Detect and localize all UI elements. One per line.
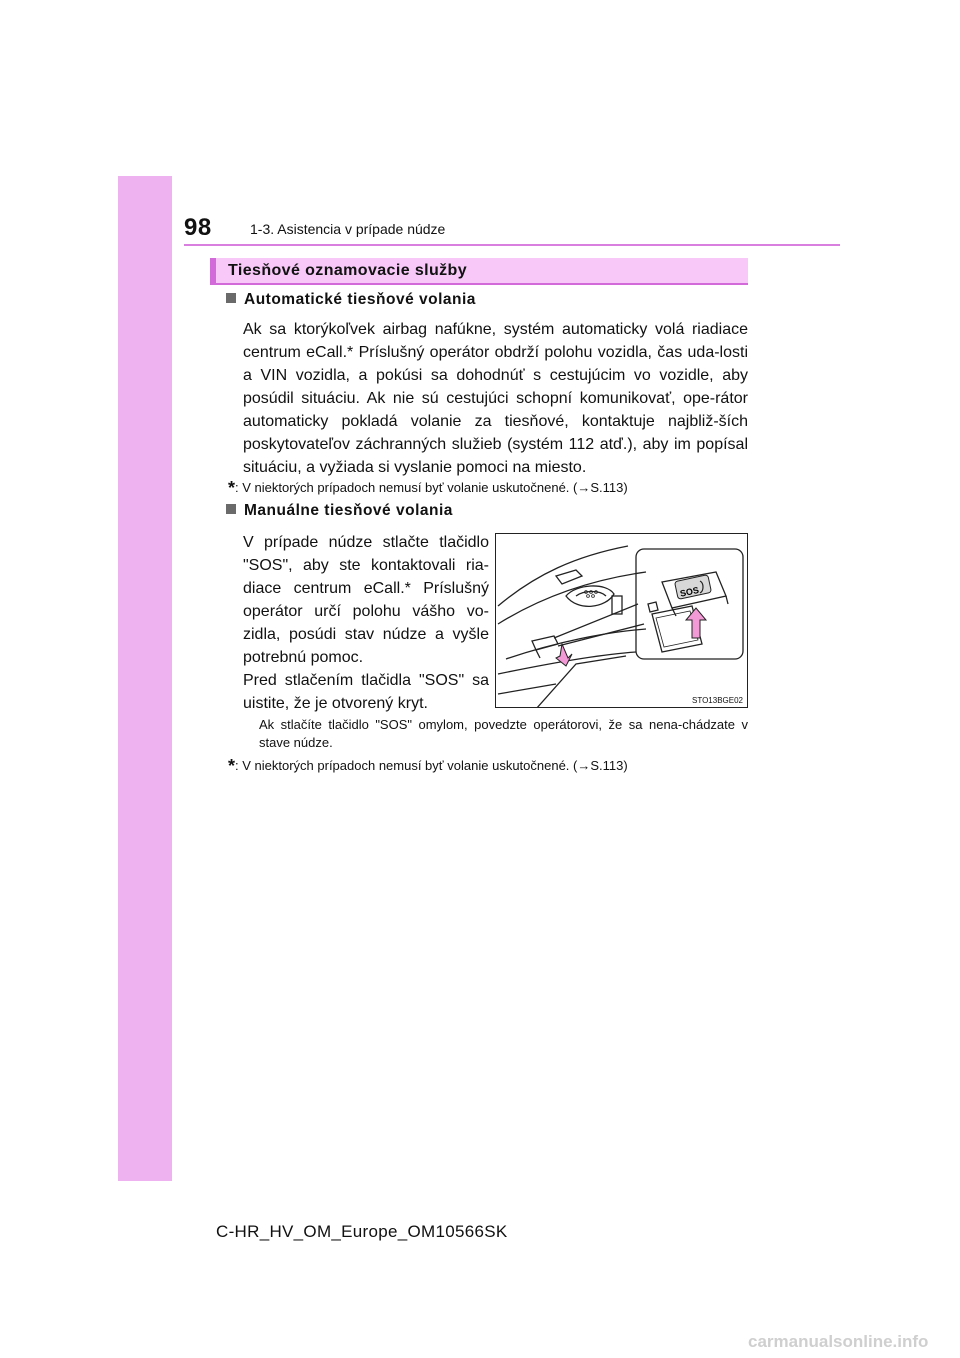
sos-button-illustration [495, 533, 748, 708]
figure-code: STO13BGE02 [692, 696, 743, 705]
sos-button-label: SOS [679, 584, 700, 599]
auto-call-body: Ak sa ktorýkoľvek airbag nafúkne, systém automaticky volá riadiace centrum eCall.* Príslušný operátor obdrží polohu vozidla, čas uda-losti a VIN vozidla, a pokúsi sa dohodnúť s cestujúcim vo vozidle, aby posúdil situáciu. Ak nie sú cestujúci schopní komunikovať, ope-rátor automaticky pokladá volanie za tiesňové, kontaktuje najbliž-ších poskytovateľov záchranných služieb (systém 112 atď.), aby im popísal situáciu, a vyžiada si vyslanie pomoci na miesto. [243, 321, 748, 476]
manual-line: zidla, posúdi stav núdze a vyšle [243, 626, 489, 643]
manual-call-footnote [228, 754, 628, 775]
manual-line: uistite, že je otvorený kryt. [243, 695, 428, 712]
auto-call-heading-text: Automatické tiesňové volania [244, 291, 476, 308]
footnote-asterisk: * [228, 478, 236, 498]
section-title: Tiesňové oznamovacie služby [228, 262, 468, 279]
chapter-title: 1-3. Asistencia v prípade núdze [250, 221, 446, 237]
square-bullet-icon [226, 504, 236, 514]
manual-line: "SOS", aby ste kontaktovali ria- [243, 557, 489, 574]
auto-call-footnote-text: : V niektorých prípadoch nemusí byť volanie uskutočnené. (→S.113) [235, 480, 628, 495]
overhead-console-drawing [496, 534, 748, 708]
manual-call-heading [226, 502, 453, 520]
watermark: carmanualsonline.info [748, 1332, 929, 1351]
manual-line: operátor určí polohu vášho vo- [243, 603, 489, 620]
square-bullet-icon [226, 293, 236, 303]
section-header [210, 258, 748, 285]
footnote-asterisk: * [228, 756, 236, 776]
manual-call-footnote-text: : V niektorých prípadoch nemusí byť volanie uskutočnené. (→S.113) [235, 758, 628, 773]
page-number: 98 [184, 214, 212, 241]
manual-line: V prípade núdze stlačte tlačidlo [243, 534, 489, 551]
manual-line: Pred stlačením tlačidla "SOS" sa [243, 672, 489, 689]
header-divider [184, 244, 840, 246]
manual-line: potrebnú pomoc. [243, 649, 364, 666]
manual-call-note: Ak stlačíte tlačidlo "SOS" omylom, povedzte operátorovi, že sa nena-chádzate v stave núdze. [259, 717, 748, 750]
chapter-side-tab [118, 176, 172, 1181]
auto-call-footnote [228, 476, 628, 497]
auto-call-heading [226, 291, 476, 309]
manual-call-body [243, 531, 489, 715]
manual-line: diace centrum eCall.* Príslušný [243, 580, 489, 597]
document-code: C-HR_HV_OM_Europe_OM10566SK [216, 1222, 508, 1241]
manual-call-heading-text: Manuálne tiesňové volania [244, 502, 453, 519]
